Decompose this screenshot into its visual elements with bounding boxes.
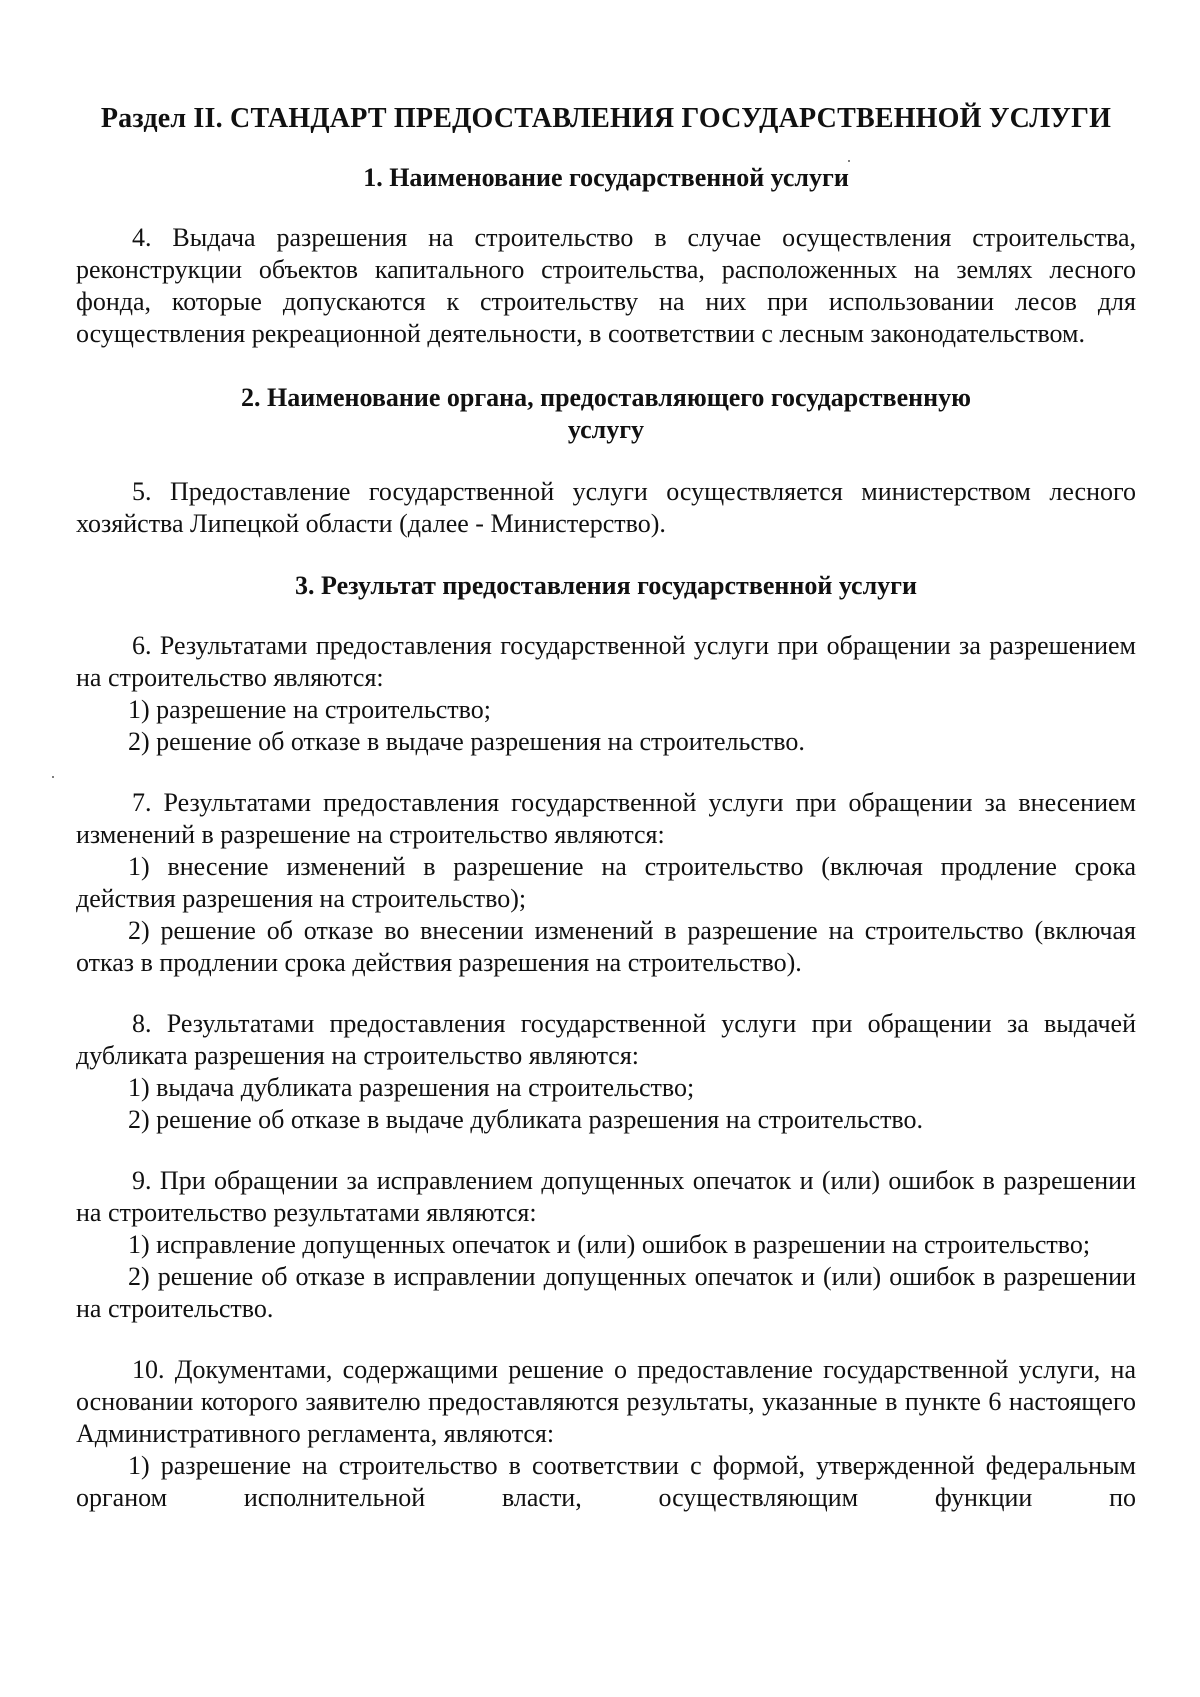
document-body: [76, 102, 1136, 1543]
section-title: Раздел II. СТАНДАРТ ПРЕДОСТАВЛЕНИЯ ГОСУДАРСТВЕННОЙ УСЛУГИ: [100, 103, 1112, 134]
paragraph-9: 9. При обращении за исправлением допущенных опечаток и (или) ошибок в разрешении на строительство результатами являются:: [76, 1166, 1136, 1227]
heading-3-wrap: [76, 570, 1136, 602]
paragraph-6-block: [76, 630, 1136, 758]
heading-1-wrap: [76, 162, 1136, 194]
paragraph-9-item-1: 1) исправление допущенных опечаток и (или) ошибок в разрешении на строительство;: [128, 1230, 1091, 1259]
heading-3: 3. Результат предоставления государственной услуги: [295, 571, 917, 600]
paragraph-10: 10. Документами, содержащими решение о предоставление государственной услуги, на основании которого заявителю предоставляются результаты, указанные в пункте 6 настоящего Административного регламента, являются:: [76, 1355, 1136, 1448]
paragraph-10-item-1: 1) разрешение на строительство в соответствии с формой, утвержденной федеральным органом исполнительной власти, осуществляющим функции по: [76, 1451, 1136, 1512]
heading-2-line-1: 2. Наименование органа, предоставляющего государственную: [241, 383, 971, 412]
paragraph-9-item-2: 2) решение об отказе в исправлении допущенных опечаток и (или) ошибок в разрешении на строительство.: [76, 1262, 1136, 1323]
heading-2-wrap: [76, 382, 1136, 446]
paragraph-7: 7. Результатами предоставления государственной услуги при обращении за внесением изменений в разрешение на строительство являются:: [76, 788, 1136, 849]
heading-1: 1. Наименование государственной услуги: [363, 163, 849, 192]
paragraph-7-item-1: 1) внесение изменений в разрешение на строительство (включая продление срока действия разрешения на строительство);: [76, 852, 1136, 913]
paragraph-5: 5. Предоставление государственной услуги осуществляется министерством лесного хозяйства Липецкой области (далее - Министерство).: [76, 477, 1136, 538]
scan-speck: [52, 776, 54, 778]
paragraph-7-item-2: 2) решение об отказе во внесении изменений в разрешение на строительство (включая отказ в продлении срока действия разрешения на строительство).: [76, 916, 1136, 977]
paragraph-6-item-1: 1) разрешение на строительство;: [128, 695, 491, 724]
paragraph-9-block: [76, 1165, 1136, 1325]
paragraph-4: 4. Выдача разрешения на строительство в случае осуществления строительства, реконструкции объектов капитального строительства, расположенных на землях лесного фонда, которые допускаются к строительству на них при использовании лесов для осуществления рекреационной деятельности, в соответствии с лесным законодательством.: [76, 223, 1136, 348]
paragraph-4-block: [76, 222, 1136, 350]
paragraph-6: 6. Результатами предоставления государственной услуги при обращении за разрешением на строительство являются:: [76, 631, 1136, 692]
paragraph-8: 8. Результатами предоставления государственной услуги при обращении за выдачей дубликата разрешения на строительство являются:: [76, 1009, 1136, 1070]
paragraph-7-block: [76, 787, 1136, 979]
paragraph-10-block: [76, 1354, 1136, 1514]
paragraph-8-block: [76, 1008, 1136, 1136]
paragraph-5-block: [76, 476, 1136, 540]
paragraph-8-item-2: 2) решение об отказе в выдаче дубликата разрешения на строительство.: [128, 1105, 924, 1134]
heading-2-line-2: услугу: [567, 415, 645, 444]
paragraph-8-item-1: 1) выдача дубликата разрешения на строительство;: [128, 1073, 695, 1102]
paragraph-6-item-2: 2) решение об отказе в выдаче разрешения на строительство.: [128, 727, 805, 756]
